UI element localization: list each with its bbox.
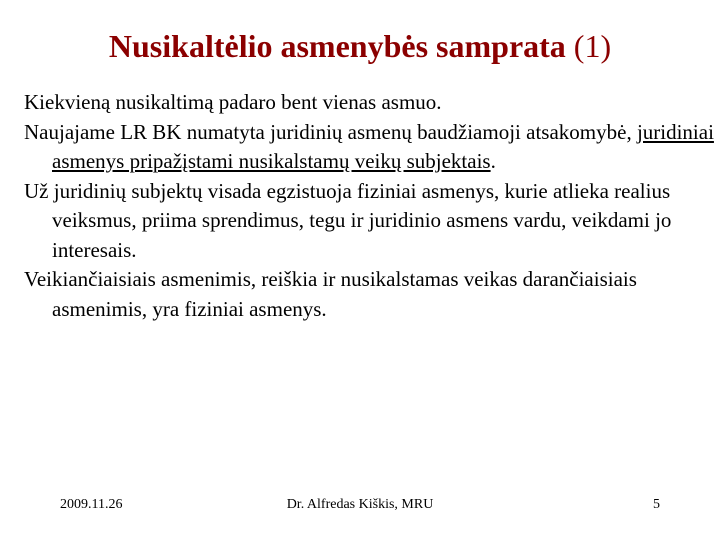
slide-body	[24, 88, 714, 324]
paragraph-2-start: Naujajame LR BK numatyta juridinių asmenų baudžiamoji atsakomybė,	[24, 119, 637, 144]
paragraph-1: Kiekvieną nusikaltimą padaro bent vienas asmuo.	[24, 90, 442, 114]
footer-page-number: 5	[653, 497, 660, 512]
paragraph-3: Už juridinių subjektų visada egzistuoja fiziniai asmenys, kurie atlieka realius veiksmus, priima sprendimus, tegu ir juridinio asmens vardu, veikdami jo interesais.	[24, 178, 672, 262]
footer-date: 2009.11.26	[60, 497, 123, 512]
slide-title-number: (1)	[573, 28, 612, 64]
paragraph-4: Veikiančiaisiais asmenimis, reiškia ir nusikalstamas veikas darančiaisiais asmenimis, yra fiziniai asmenys.	[24, 267, 637, 321]
paragraph-2-underlined: juridiniai asmenys pripažįstami nusikalstamų veikų subjektais	[52, 119, 714, 173]
slide-title	[0, 26, 720, 66]
slide-title-main: Nusikaltėlio asmenybės samprata	[108, 28, 566, 64]
paragraph-2	[24, 118, 714, 177]
paragraph-2-end: .	[490, 149, 496, 173]
footer-author: Dr. Alfredas Kiškis, MRU	[286, 497, 434, 512]
